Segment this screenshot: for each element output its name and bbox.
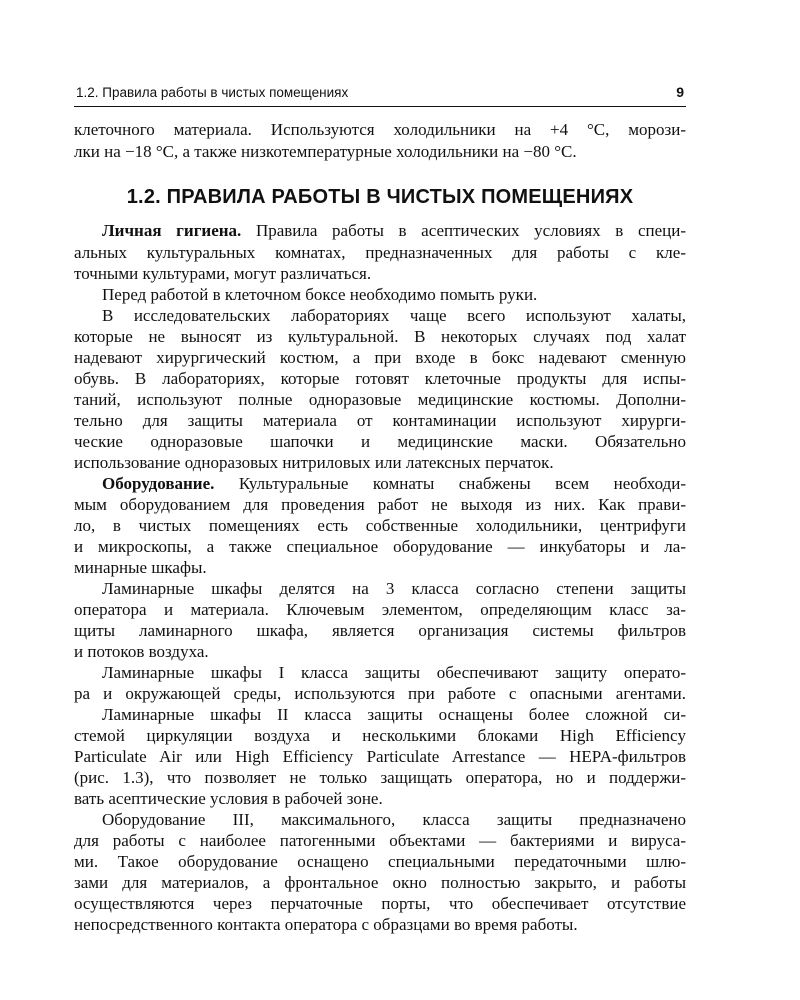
text-line: зами для материалов, а фронтальное окно полностью закрыто, и работы [74, 873, 686, 892]
text-line: точными культурами, могут различаться. [74, 264, 372, 283]
text-line: непосредственного контакта оператора с образцами во время работы. [74, 915, 578, 934]
text-line: ло, в чистых помещениях есть собственные холодильники, центрифуги [74, 516, 686, 535]
hygiene-first: Правила работы в асептических условиях в специ- [255, 221, 686, 240]
text-line: оператора и материала. Ключевым элементом, определяющим класс за- [74, 600, 686, 619]
text-line: для работы с наиболее патогенными объектами — бактериями и вируса- [74, 831, 686, 850]
text-line: которые не выносят из культуральной. В некоторых случаях под халат [74, 327, 686, 346]
text-line: ми. Такое оборудование оснащено специальными передаточными шлю- [74, 852, 686, 871]
section-heading: 1.2. ПРАВИЛА РАБОТЫ В ЧИСТЫХ ПОМЕЩЕНИЯХ [126, 186, 634, 208]
hygiene-lead: Личная гигиена. [102, 221, 242, 240]
paragraph-equipment-first-line [102, 474, 686, 494]
text-line: Перед работой в клеточном боксе необходимо помыть руки. [102, 285, 538, 304]
text-line: Particulate Air или High Efficiency Particulate Arrestance — HEPA-фильтров [74, 747, 686, 766]
paragraph-hygiene-first-line [102, 221, 686, 241]
text-line: минарные шкафы. [74, 558, 207, 577]
page-number: 9 [676, 84, 684, 100]
text-line: и микроскопы, а также специальное оборудование — инкубаторы и ла- [74, 537, 686, 556]
text-line: (рис. 1.3), что позволяет не только защищать оператора, но и поддержи- [74, 768, 686, 787]
equipment-lead: Оборудование. [102, 474, 215, 493]
text-line: Оборудование III, максимального, класса защиты предназначено [102, 810, 686, 829]
text-line: обувь. В лабораториях, которые готовят клеточные продукты для испы- [74, 369, 686, 388]
text-line: надевают хирургический костюм, а при входе в бокс надевают сменную [74, 348, 686, 367]
text-line: ра и окружающей среды, используются при работе с опасными агентами. [74, 684, 686, 703]
text-line: щиты ламинарного шкафа, является организация системы фильтров [74, 621, 686, 640]
text-line: стемой циркуляции воздуха и несколькими блоками High Efficiency [74, 726, 686, 745]
text-line: таний, используют полные одноразовые медицинские костюмы. Дополни- [74, 390, 686, 409]
text-line: Ламинарные шкафы I класса защиты обеспечивают защиту операто- [102, 663, 686, 682]
text-line: осуществляются через перчаточные порты, что обеспечивает отсутствие [74, 894, 686, 913]
text-line: Ламинарные шкафы II класса защиты оснащены более сложной си- [102, 705, 686, 724]
text-line: Ламинарные шкафы делятся на 3 класса согласно степени защиты [102, 579, 686, 598]
text-line: альных культуральных комнатах, предназначенных для работы с кле- [74, 243, 686, 262]
text-line: использование одноразовых нитриловых или латексных перчаток. [74, 453, 554, 472]
text-line: ческие одноразовые шапочки и медицинские маски. Обязательно [74, 432, 686, 451]
text-line: тельно для защиты материала от контаминации используют хирурги- [74, 411, 686, 430]
equipment-first: Культуральные комнаты снабжены всем необходи- [238, 474, 687, 493]
text-line: лки на −18 °C, а также низкотемпературные холодильники на −80 °C. [74, 142, 577, 161]
running-title: 1.2. Правила работы в чистых помещениях [76, 85, 349, 100]
text-line: клеточного материала. Используются холодильники на +4 °C, морози- [74, 120, 686, 139]
text-line: вать асептические условия в рабочей зоне. [74, 789, 383, 808]
running-header [74, 84, 686, 107]
text-line: В исследовательских лабораториях чаще всего используют халаты, [102, 306, 686, 325]
text-line: мым оборудованием для проведения работ не выходя из них. Как прави- [74, 495, 686, 514]
text-line: и потоков воздуха. [74, 642, 209, 661]
